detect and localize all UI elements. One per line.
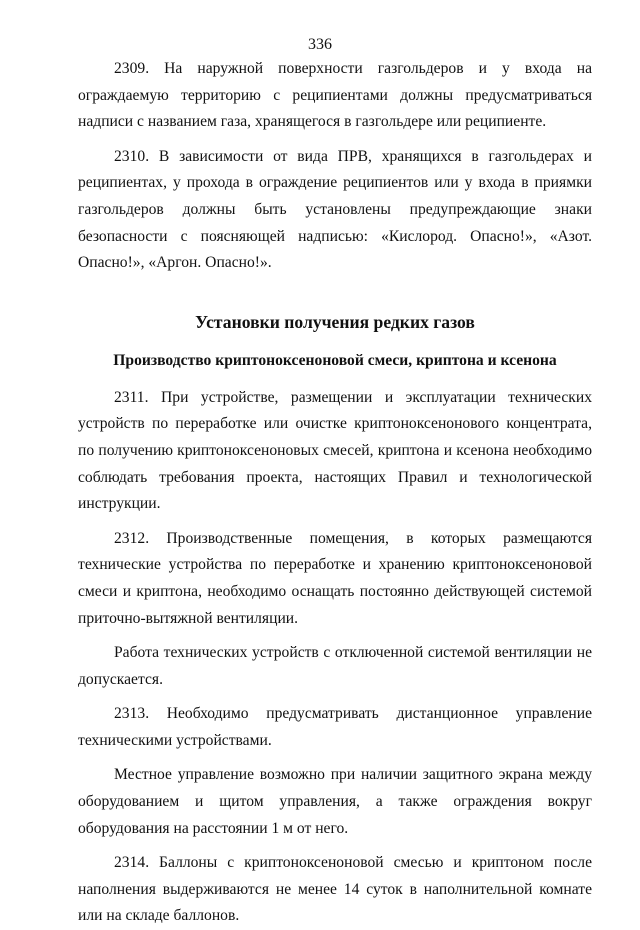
paragraph-ventilation: Работа технических устройств с отключенной системой вентиляции не допускается.	[78, 644, 592, 688]
subsection-title: Производство криптоноксеноновой смеси, криптона и ксенона	[113, 351, 557, 369]
paragraph-2312: 2312. Производственные помещения, в которых размещаются технические устройства по переработке и хранению криптоноксеноновой смеси и криптона, необходимо оснащать постоянно действующей системой приточно-вытяжной вентиляции.	[78, 529, 592, 627]
paragraph-2310: 2310. В зависимости от вида ПРВ, хранящихся в газгольдерах и реципиентах, у прохода в ограждение реципиентов или у входа в приямки газгольдеров должны быть установлены предупреждающие знаки безопасности с поясняющей надписью: «Кислород. Опасно!», «Азот. Опасно!», «Аргон. Опасно!».	[78, 147, 592, 272]
section-title: Установки получения редких газов	[195, 311, 475, 332]
paragraph-2311: 2311. При устройстве, размещении и эксплуатации технических устройств по переработке или очистке криптоноксенонового концентрата, по получению криптоноксеноновых смесей, криптона и ксенона необходимо соблюдать требования проекта, настоящих Правил и технологической инструкции.	[78, 388, 592, 513]
page-number: 336	[308, 36, 332, 53]
document-body	[78, 56, 592, 930]
paragraph-2313: 2313. Необходимо предусматривать дистанционное управление техническими устройствами.	[78, 705, 592, 749]
paragraph-2309: 2309. На наружной поверхности газгольдеров и у входа на ограждаемую территорию с реципиентами должны предусматриваться надписи с названием газа, хранящегося в газгольдере или реципиенте.	[78, 60, 592, 131]
paragraph-2314: 2314. Баллоны с криптоноксеноновой смесью и криптоном после наполнения выдерживаются не менее 14 суток в наполнительной комнате или на складе баллонов.	[78, 854, 592, 925]
paragraph-local-control: Местное управление возможно при наличии защитного экрана между оборудованием и щитом управления, а также ограждения вокруг оборудования на расстоянии 1 м от него.	[78, 766, 592, 837]
